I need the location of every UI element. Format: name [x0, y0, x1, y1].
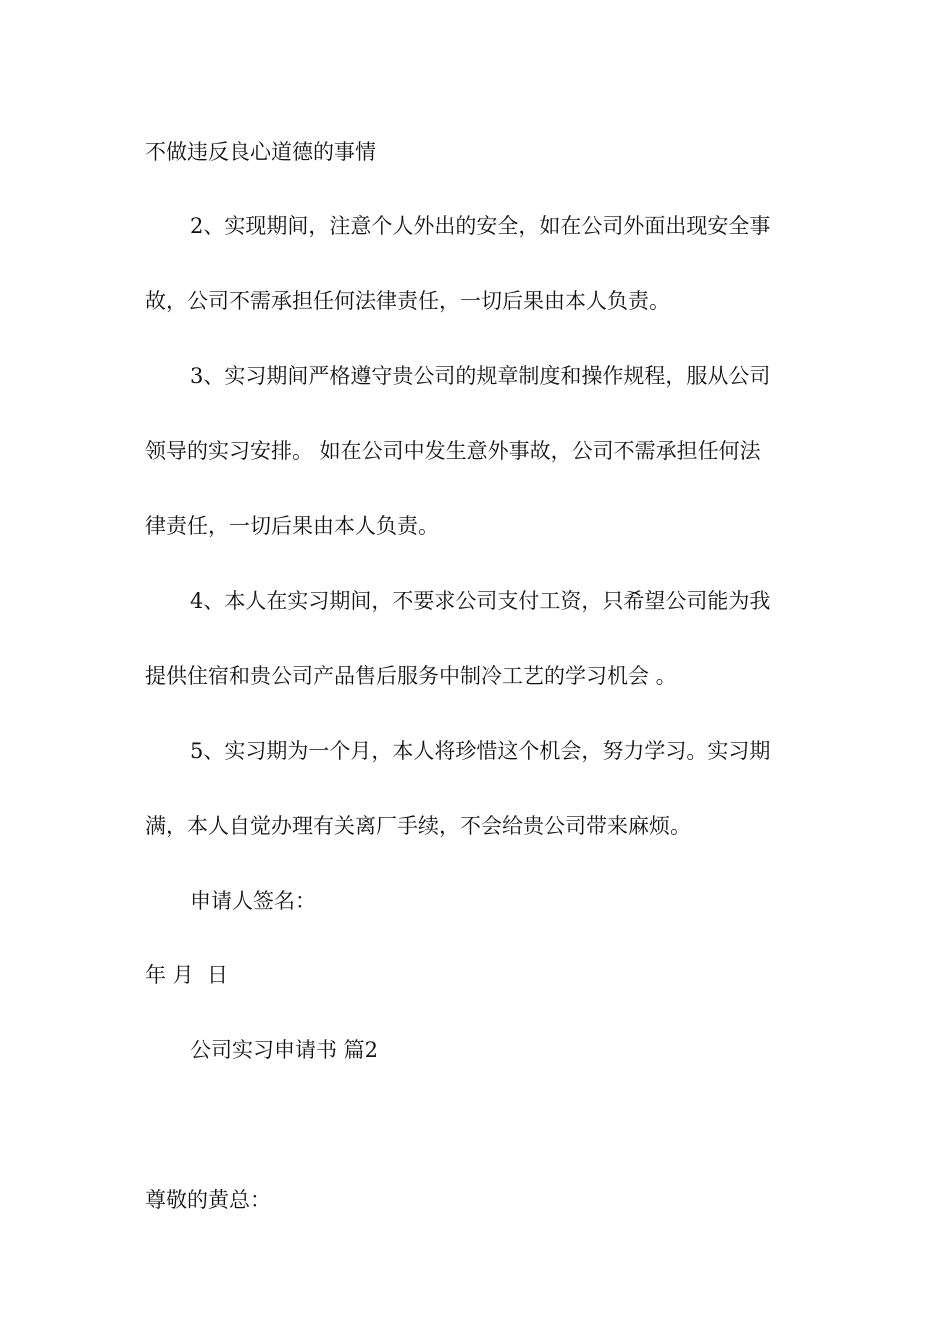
- text-line: 3、实习期间严格遵守贵公司的规章制度和操作规程，服从公司: [190, 364, 771, 388]
- text-line: 4、本人在实习期间，不要求公司支付工资，只希望公司能为我: [190, 589, 771, 613]
- date-line: 年 月 日: [145, 963, 229, 987]
- text-line: 2、实现期间，注意个人外出的安全，如在公司外面出现安全事: [190, 214, 771, 238]
- signature-label: 申请人签名：: [190, 889, 316, 913]
- text-line: 提供住宿和贵公司产品售后服务中制冷工艺的学习机会 。: [145, 664, 677, 688]
- salutation: 尊敬的黄总：: [145, 1188, 271, 1212]
- text-line: 领导的实习安排。 如在公司中发生意外事故，公司不需承担任何法: [145, 439, 761, 463]
- section-heading: 公司实习申请书 篇2: [190, 1038, 379, 1062]
- text-line: 满，本人自觉办理有关离厂手续，不会给贵公司带来麻烦。: [145, 814, 691, 838]
- text-line: 不做违反良心道德的事情: [145, 140, 376, 164]
- text-line: 律责任，一切后果由本人负责。: [145, 514, 439, 538]
- text-line: 故，公司不需承担任何法律责任，一切后果由本人负责。: [145, 289, 670, 313]
- text-line: 5、实习期为一个月，本人将珍惜这个机会，努力学习。实习期: [190, 739, 771, 763]
